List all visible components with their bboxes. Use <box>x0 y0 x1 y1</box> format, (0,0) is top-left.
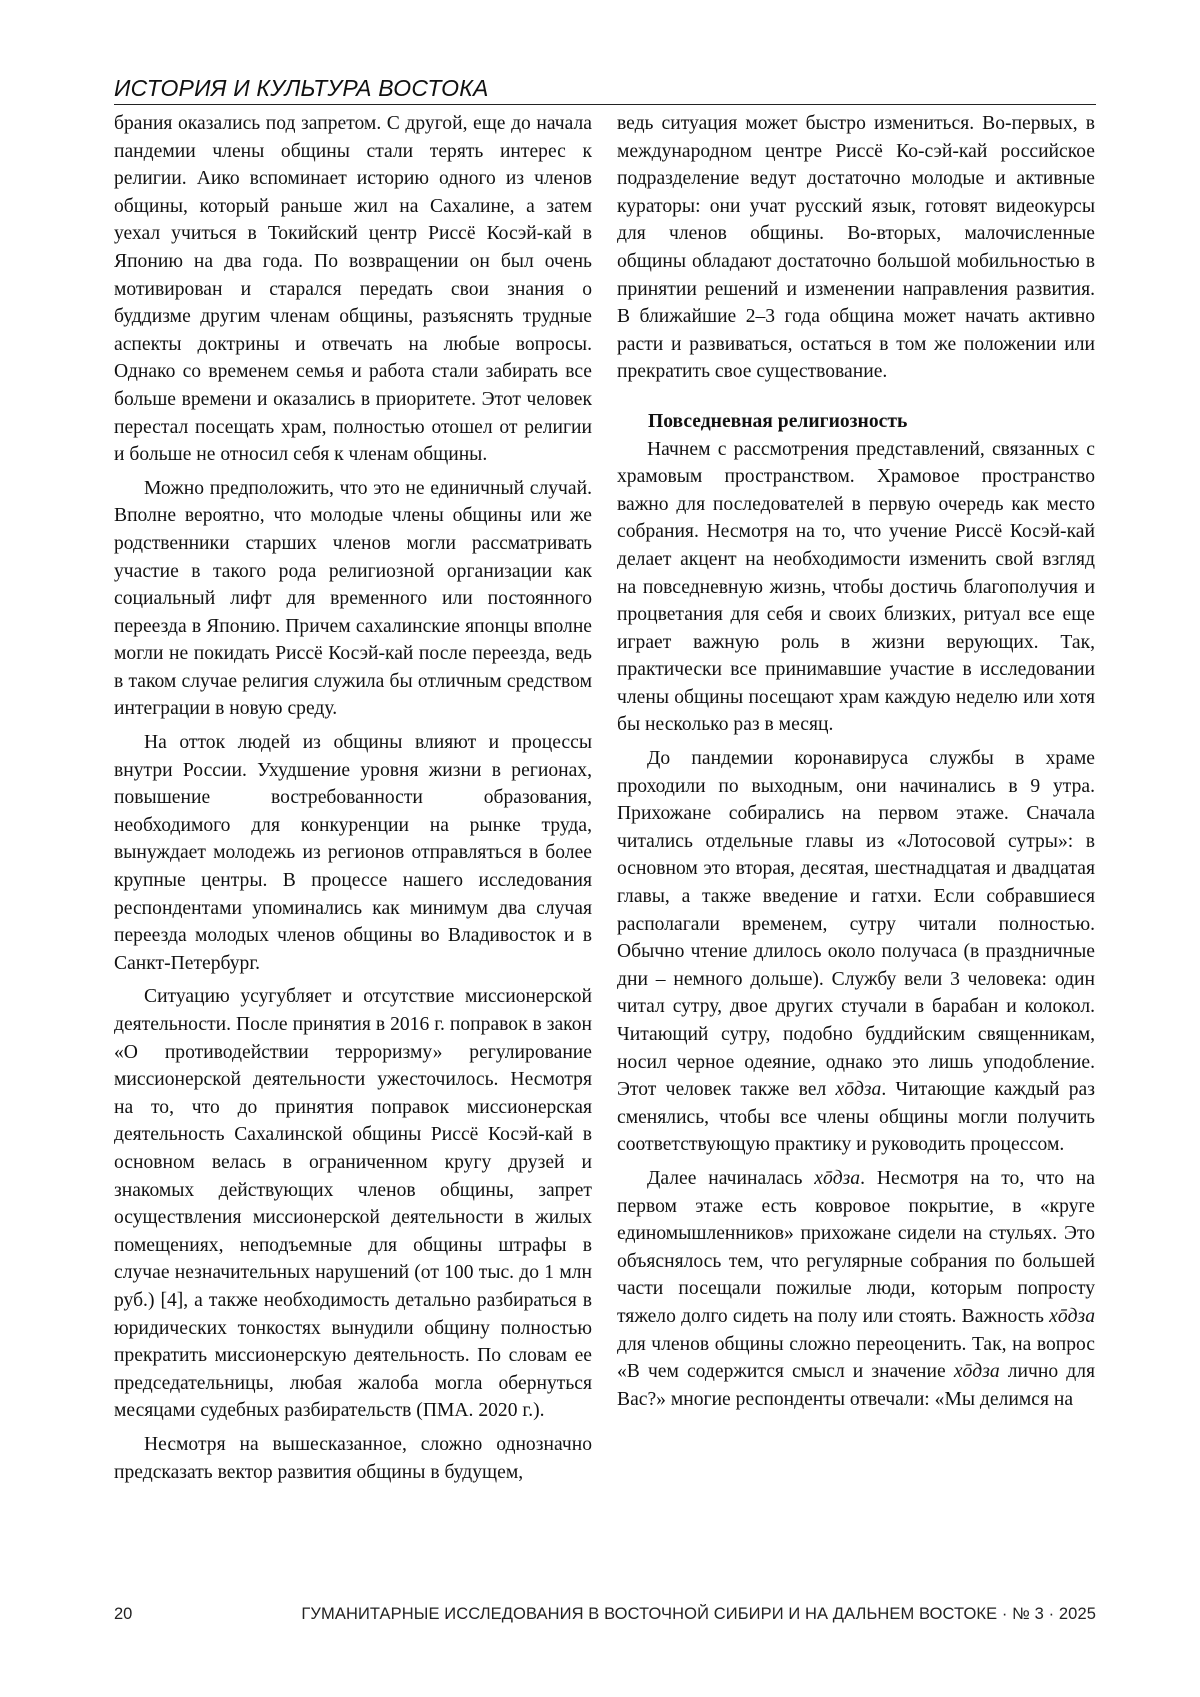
journal-title: ГУМАНИТАРНЫЕ ИССЛЕДОВАНИЯ В ВОСТОЧНОЙ СИБИРИ И НА ДАЛЬНЕМ ВОСТОКЕ · № 3 · 2025 <box>301 1605 1096 1623</box>
right-paragraph-3 <box>617 745 1095 1159</box>
right-paragraph-4-text-a: Далее начиналась <box>647 1167 815 1189</box>
left-paragraph-4: Ситуацию усугубляет и отсутствие миссионерской деятельности. После принятия в 2016 г. поправок в закон «О противодействии терроризму» регулирование миссионерской деятельности ужесточилось. Несмотря на то, что до принятия поправок миссионерская деятельность Сахалинской общины Риссё Косэй-кай в основном велась в ограниченном кругу друзей и знакомых действующих членов общины, запрет осуществления миссионерской деятельности в жилых помещениях, неподъемные для общины штрафы в случае незначительных нарушений (от 100 тыс. до 1 млн руб.) [4], а также необходимость детально разбираться в юридических тонкостях вынудили общину полностью прекратить миссионерскую деятельность. По словам ее председательницы, любая жалоба могла обернуться месяцами судебных разбирательств (ПМА. 2020 г.). <box>114 986 592 1422</box>
running-head-section-title: ИСТОРИЯ И КУЛЬТУРА ВОСТОКА <box>114 75 489 101</box>
italic-term-hodza: хōдза <box>953 1361 1000 1383</box>
header-rule <box>114 104 1096 105</box>
italic-term-hodza: хōдза <box>835 1079 882 1101</box>
left-paragraph-3: На отток людей из общины влияют и процессы внутри России. Ухудшение уровня жизни в регионах, повышение востребованности образования, необходимого для конкуренции на рынке труда, вынуждает молодежь из регионов отправляться в более крупные центры. В процессе нашего исследования респондентами упоминались как минимум два случая переезда молодых членов общины во Владивосток и в Санкт-Петербург. <box>114 732 592 974</box>
right-paragraph-3-text-a: До пандемии коронавируса службы в храме проходили по выходным, они начинались в 9 утра. Прихожане собирались на первом этаже. Сначала читались отдельные главы из «Лотосовой сутры»: в основном это вторая, десятая, шестнадцатая и двадцатая главы, а также введение и гатхи. Если собравшиеся располагали временем, сутру читали полностью. Обычно чтение длилось около получаса (в праздничные дни – немного дольше). Службу вели 3 человека: один читал сутру, двое других стучали в барабан и колокол. Читающий сутру, подобно буддийским священникам, носил черное одеяние, однако это лишь уподобление. Этот человек также вел <box>617 748 1095 1101</box>
section-heading: Повседневная религиозность <box>648 410 908 432</box>
left-text-column <box>114 110 592 1486</box>
left-paragraph-2: Можно предположить, что это не единичный случай. Вполне вероятно, что молодые члены общины или же родственники старших членов могли рассматривать участие в такого рода религиозной организации как социальный лифт для временного или постоянного переезда в Японию. Причем сахалинские японцы вполне могли не покидать Риссё Косэй-кай после переезда, ведь в таком случае религия служила бы отличным средством интеграции в новую среду. <box>114 477 592 720</box>
right-text-column <box>617 110 1095 1413</box>
right-paragraph-4 <box>617 1165 1095 1413</box>
right-paragraph-1: ведь ситуация может быстро измениться. Во-первых, в международном центре Риссё Ко-сэй-кай российское подразделение ведут достаточно молодые и активные кураторы: они учат русский язык, готовят видеокурсы для членов общины. Во-вторых, малочисленные общины обладают достаточно большой мобильностью в принятии решений и изменении направления развития. В ближайшие 2–3 года община может начать активно расти и развиваться, остаться в том же положении или прекратить свое существование. <box>617 113 1095 383</box>
left-paragraph-1: брания оказались под запретом. С другой, еще до начала пандемии члены общины стали терять интерес к религии. Аико вспоминает историю одного из членов общины, который раньше жил на Сахалине, а затем уехал учиться в Токийский центр Риссё Косэй-кай в Японию на два года. По возвращении он был очень мотивирован и старался передать свои знания о буддизме другим членам общины, разъяснять трудные аспекты доктрины и отвечать на любые вопросы. Однако со временем семья и работа стали забирать все больше времени и оказались в приоритете. Этот человек перестал посещать храм, полностью отошел от религии и больше не относил себя к членам общины. <box>114 113 592 466</box>
left-paragraph-5: Несмотря на вышесказанное, сложно однозначно предсказать вектор развития общины в будущем, <box>114 1433 592 1483</box>
italic-term-hodza: хōдза <box>814 1167 861 1189</box>
right-paragraph-3-text-b: . Читающие каждый раз сменялись, чтобы все члены общины могли получить соответствующую практику и руководить процессом. <box>617 1079 1095 1156</box>
page-number: 20 <box>114 1605 133 1623</box>
right-paragraph-4-text-d: лично для Вас?» многие респонденты отвечали: «Мы делимся на <box>617 1361 1095 1410</box>
right-paragraph-4-text-b: . Несмотря на то, что на первом этаже есть ковровое покрытие, в «круге единомышленников» прихожане сидели на стульях. Это объяснялось тем, что регулярные собрания по большей части посещали пожилые люди, которым попросту тяжело долго сидеть на полу или стоять. Важность <box>617 1167 1095 1327</box>
right-paragraph-4-text-c: для членов общины сложно переоценить. Так, на вопрос «В чем содержится смысл и значение <box>617 1333 1095 1383</box>
italic-term-hodza: хōдза <box>1049 1305 1095 1327</box>
right-paragraph-2: Начнем с рассмотрения представлений, связанных с храмовым пространством. Храмовое пространство важно для последователей в первую очередь как место собрания. Несмотря на то, что учение Риссё Косэй-кай делает акцент на необходимости изменить свой взгляд на повседневную жизнь, чтобы достичь благополучия и процветания для себя и своих близких, ритуал все еще играет важную роль в жизни верующих. Так, практически все принимавшие участие в исследовании члены общины посещают храм каждую неделю или хотя бы несколько раз в месяц. <box>617 438 1095 736</box>
